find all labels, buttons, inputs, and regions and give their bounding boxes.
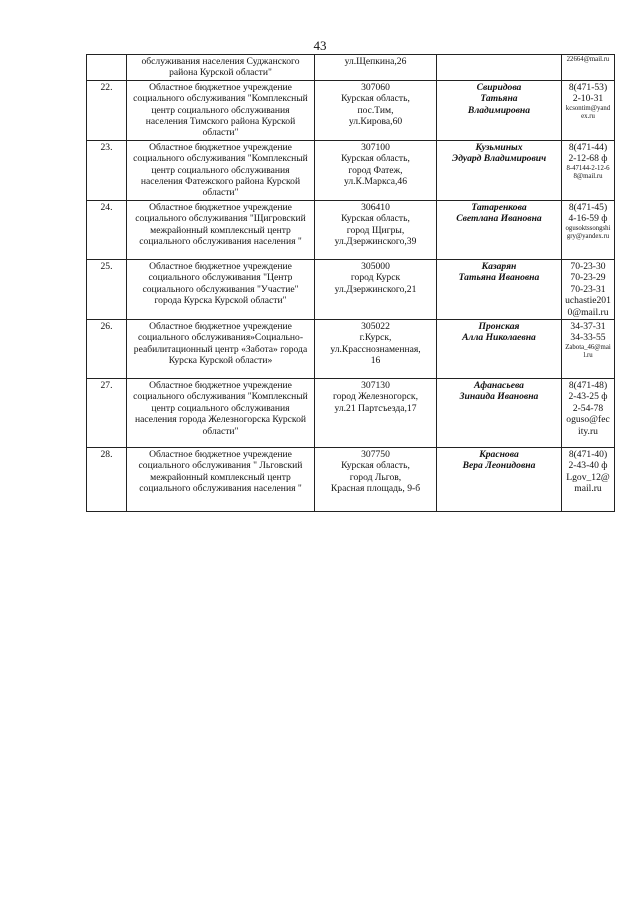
row-number-cell: 25.: [87, 259, 127, 319]
address-cell: [315, 80, 437, 140]
row-number-cell: 27.: [87, 378, 127, 447]
organization-name-cell: Областное бюджетное учреждение социального обслуживания "Комплексный центр социального обслуживания населения Тимского района Курской области": [127, 80, 315, 140]
address-line: город Курск: [350, 272, 401, 284]
address-line: Курская область,: [341, 460, 410, 472]
director-name-line: Зинаида Ивановна: [459, 391, 539, 403]
row-number-cell: 28.: [87, 447, 127, 511]
address-line: 307060: [361, 81, 390, 93]
email-text: Lgov_12@mail.ru: [566, 471, 610, 495]
phone-text: 34-37-31: [570, 320, 606, 332]
address-line: Курская область,: [341, 93, 410, 105]
email-text: 8-47144-2-12-68@mail.ru: [566, 164, 610, 180]
row-number-cell: [87, 55, 127, 81]
phone-text: 2-43-40 ф: [568, 460, 608, 472]
address-line: город Льгов,: [349, 471, 402, 483]
contacts-cell: [562, 140, 615, 200]
email-text: oguso@fecity.ru: [566, 414, 610, 437]
row-number-cell: 23.: [87, 140, 127, 200]
address-line: 307750: [361, 448, 390, 460]
organization-name-cell: Областное бюджетное учреждение социального обслуживания " Льговский межрайонный комплексный центр социального обслуживания населения ": [127, 447, 315, 511]
phone-text: 70-23-30: [570, 260, 606, 272]
director-name-line: Краснова: [479, 448, 519, 460]
address-line: 305022: [361, 320, 390, 332]
table-row: [87, 55, 615, 81]
contacts-cell: [562, 80, 615, 140]
table-row: [87, 378, 615, 447]
organization-name-cell: Областное бюджетное учреждение социального обслуживания»Социально-реабилитационный центр «Забота» города Курска Курской области»: [127, 319, 315, 378]
director-name-line: Татаренкова: [471, 201, 527, 213]
address-line: ул.Дзержинского,39: [334, 236, 417, 248]
address-line: ул.Красснознаменная,: [330, 343, 421, 355]
contacts-cell: [562, 378, 615, 447]
director-name-line: Владимировна: [467, 104, 531, 116]
address-line: ул.К.Маркса,46: [344, 176, 407, 188]
address-line: город Железногорск,: [333, 391, 418, 403]
director-name-line: Кузьминых: [475, 141, 523, 153]
email-text: uchastie2010@mail.ru: [565, 295, 611, 318]
phone-text: 4-16-59 ф: [568, 213, 608, 225]
row-number-cell: 24.: [87, 200, 127, 259]
director-name-cell: [437, 80, 562, 140]
director-name-line: Афанасьева: [474, 379, 524, 391]
institutions-table: [86, 54, 615, 512]
director-name-line: Светлана Ивановна: [456, 213, 542, 225]
address-line: город Фатеж,: [348, 164, 403, 176]
row-number-cell: 22.: [87, 80, 127, 140]
address-line: 307130: [361, 379, 390, 391]
director-name-cell: [437, 140, 562, 200]
address-cell: [315, 200, 437, 259]
director-name-cell: [437, 447, 562, 511]
director-name-line: Пронская: [478, 320, 520, 332]
phone-text: 2-12-68 ф: [568, 153, 608, 165]
organization-name-cell: Областное бюджетное учреждение социального обслуживания "Центр социального обслуживания "Участие" города Курска Курской области": [127, 259, 315, 319]
address-line: г.Курск,: [359, 332, 392, 344]
address-cell: [315, 378, 437, 447]
address-cell: [315, 447, 437, 511]
row-number-cell: 26.: [87, 319, 127, 378]
director-name-cell: [437, 55, 562, 81]
director-name-cell: [437, 319, 562, 378]
address-cell: [315, 259, 437, 319]
phone-text: 8(471-53): [568, 81, 608, 93]
contacts-cell: [562, 319, 615, 378]
contacts-cell: [562, 447, 615, 511]
address-line: пос.Тим,: [357, 104, 394, 116]
table-row: [87, 259, 615, 319]
table-row: [87, 447, 615, 511]
phone-text: 34-33-55: [570, 332, 606, 344]
director-name-cell: [437, 259, 562, 319]
director-name-line: Татьяна Ивановна: [458, 272, 540, 284]
address-line: 16: [370, 355, 381, 367]
address-line: ул.Дзержинского,21: [334, 283, 417, 295]
email-text: Zabota_46@mail.ru: [565, 343, 611, 359]
address-line: 305000: [361, 260, 390, 272]
director-name-line: Свиридова: [476, 81, 522, 93]
director-name-line: Алла Николаевна: [462, 332, 536, 344]
address-line: Курская область,: [341, 153, 410, 165]
organization-name-cell: Областное бюджетное учреждение социального обслуживания "Комплексный центр социального обслуживания населения Фатежского района Курской области": [127, 140, 315, 200]
director-name-line: Казарян: [481, 260, 517, 272]
director-name-line: Эдуард Владимирович: [451, 153, 547, 165]
phone-text: 2-10-31: [572, 93, 604, 105]
phone-text: 8(471-40): [568, 448, 608, 460]
address-line: город Щигры,: [346, 224, 405, 236]
email-text: 22664@mail.ru: [566, 56, 610, 63]
table-row: [87, 319, 615, 378]
table-row: [87, 200, 615, 259]
address-line: Курская область,: [341, 213, 410, 225]
organization-name-cell: обслуживания населения Суджанского района Курской области": [127, 55, 315, 81]
address-line: ул.Щепкина,26: [344, 56, 407, 67]
organization-name-cell: Областное бюджетное учреждение социального обслуживания "Щигровский межрайонный комплексный центр социального обслуживания населения ": [127, 200, 315, 259]
table-row: [87, 80, 615, 140]
phone-text: 2-54-78: [572, 402, 604, 414]
table-row: [87, 140, 615, 200]
contacts-cell: [562, 55, 615, 81]
phone-text: 2-43-25 ф: [568, 391, 608, 403]
director-name-cell: [437, 378, 562, 447]
phone-text: 8(471-44): [568, 141, 608, 153]
phone-text: 8(471-48): [568, 379, 608, 391]
page-number: 43: [313, 38, 327, 53]
address-line: ул.21 Партсъезда,17: [334, 402, 417, 414]
phone-text: 70-23-31: [570, 283, 606, 295]
address-cell: [315, 319, 437, 378]
email-text: kcsontim@yandex.ru: [565, 104, 611, 120]
director-name-line: Татьяна: [480, 93, 518, 105]
email-text: ogusoktssongshigry@yandex.ru: [565, 224, 611, 240]
address-line: Красная площадь, 9-б: [330, 483, 421, 495]
phone-text: 8(471-45): [568, 201, 608, 213]
organization-name-cell: Областное бюджетное учреждение социального обслуживания "Комплексный центр социального обслуживания населения города Железногорска Курской области": [127, 378, 315, 447]
contacts-cell: [562, 259, 615, 319]
address-cell: [315, 55, 437, 81]
address-line: 307100: [361, 141, 390, 153]
address-line: ул.Кирова,60: [348, 116, 403, 128]
director-name-line: Вера Леонидовна: [462, 460, 536, 472]
address-line: 306410: [361, 201, 390, 213]
address-cell: [315, 140, 437, 200]
director-name-cell: [437, 200, 562, 259]
contacts-cell: [562, 200, 615, 259]
phone-text: 70-23-29: [570, 272, 606, 284]
